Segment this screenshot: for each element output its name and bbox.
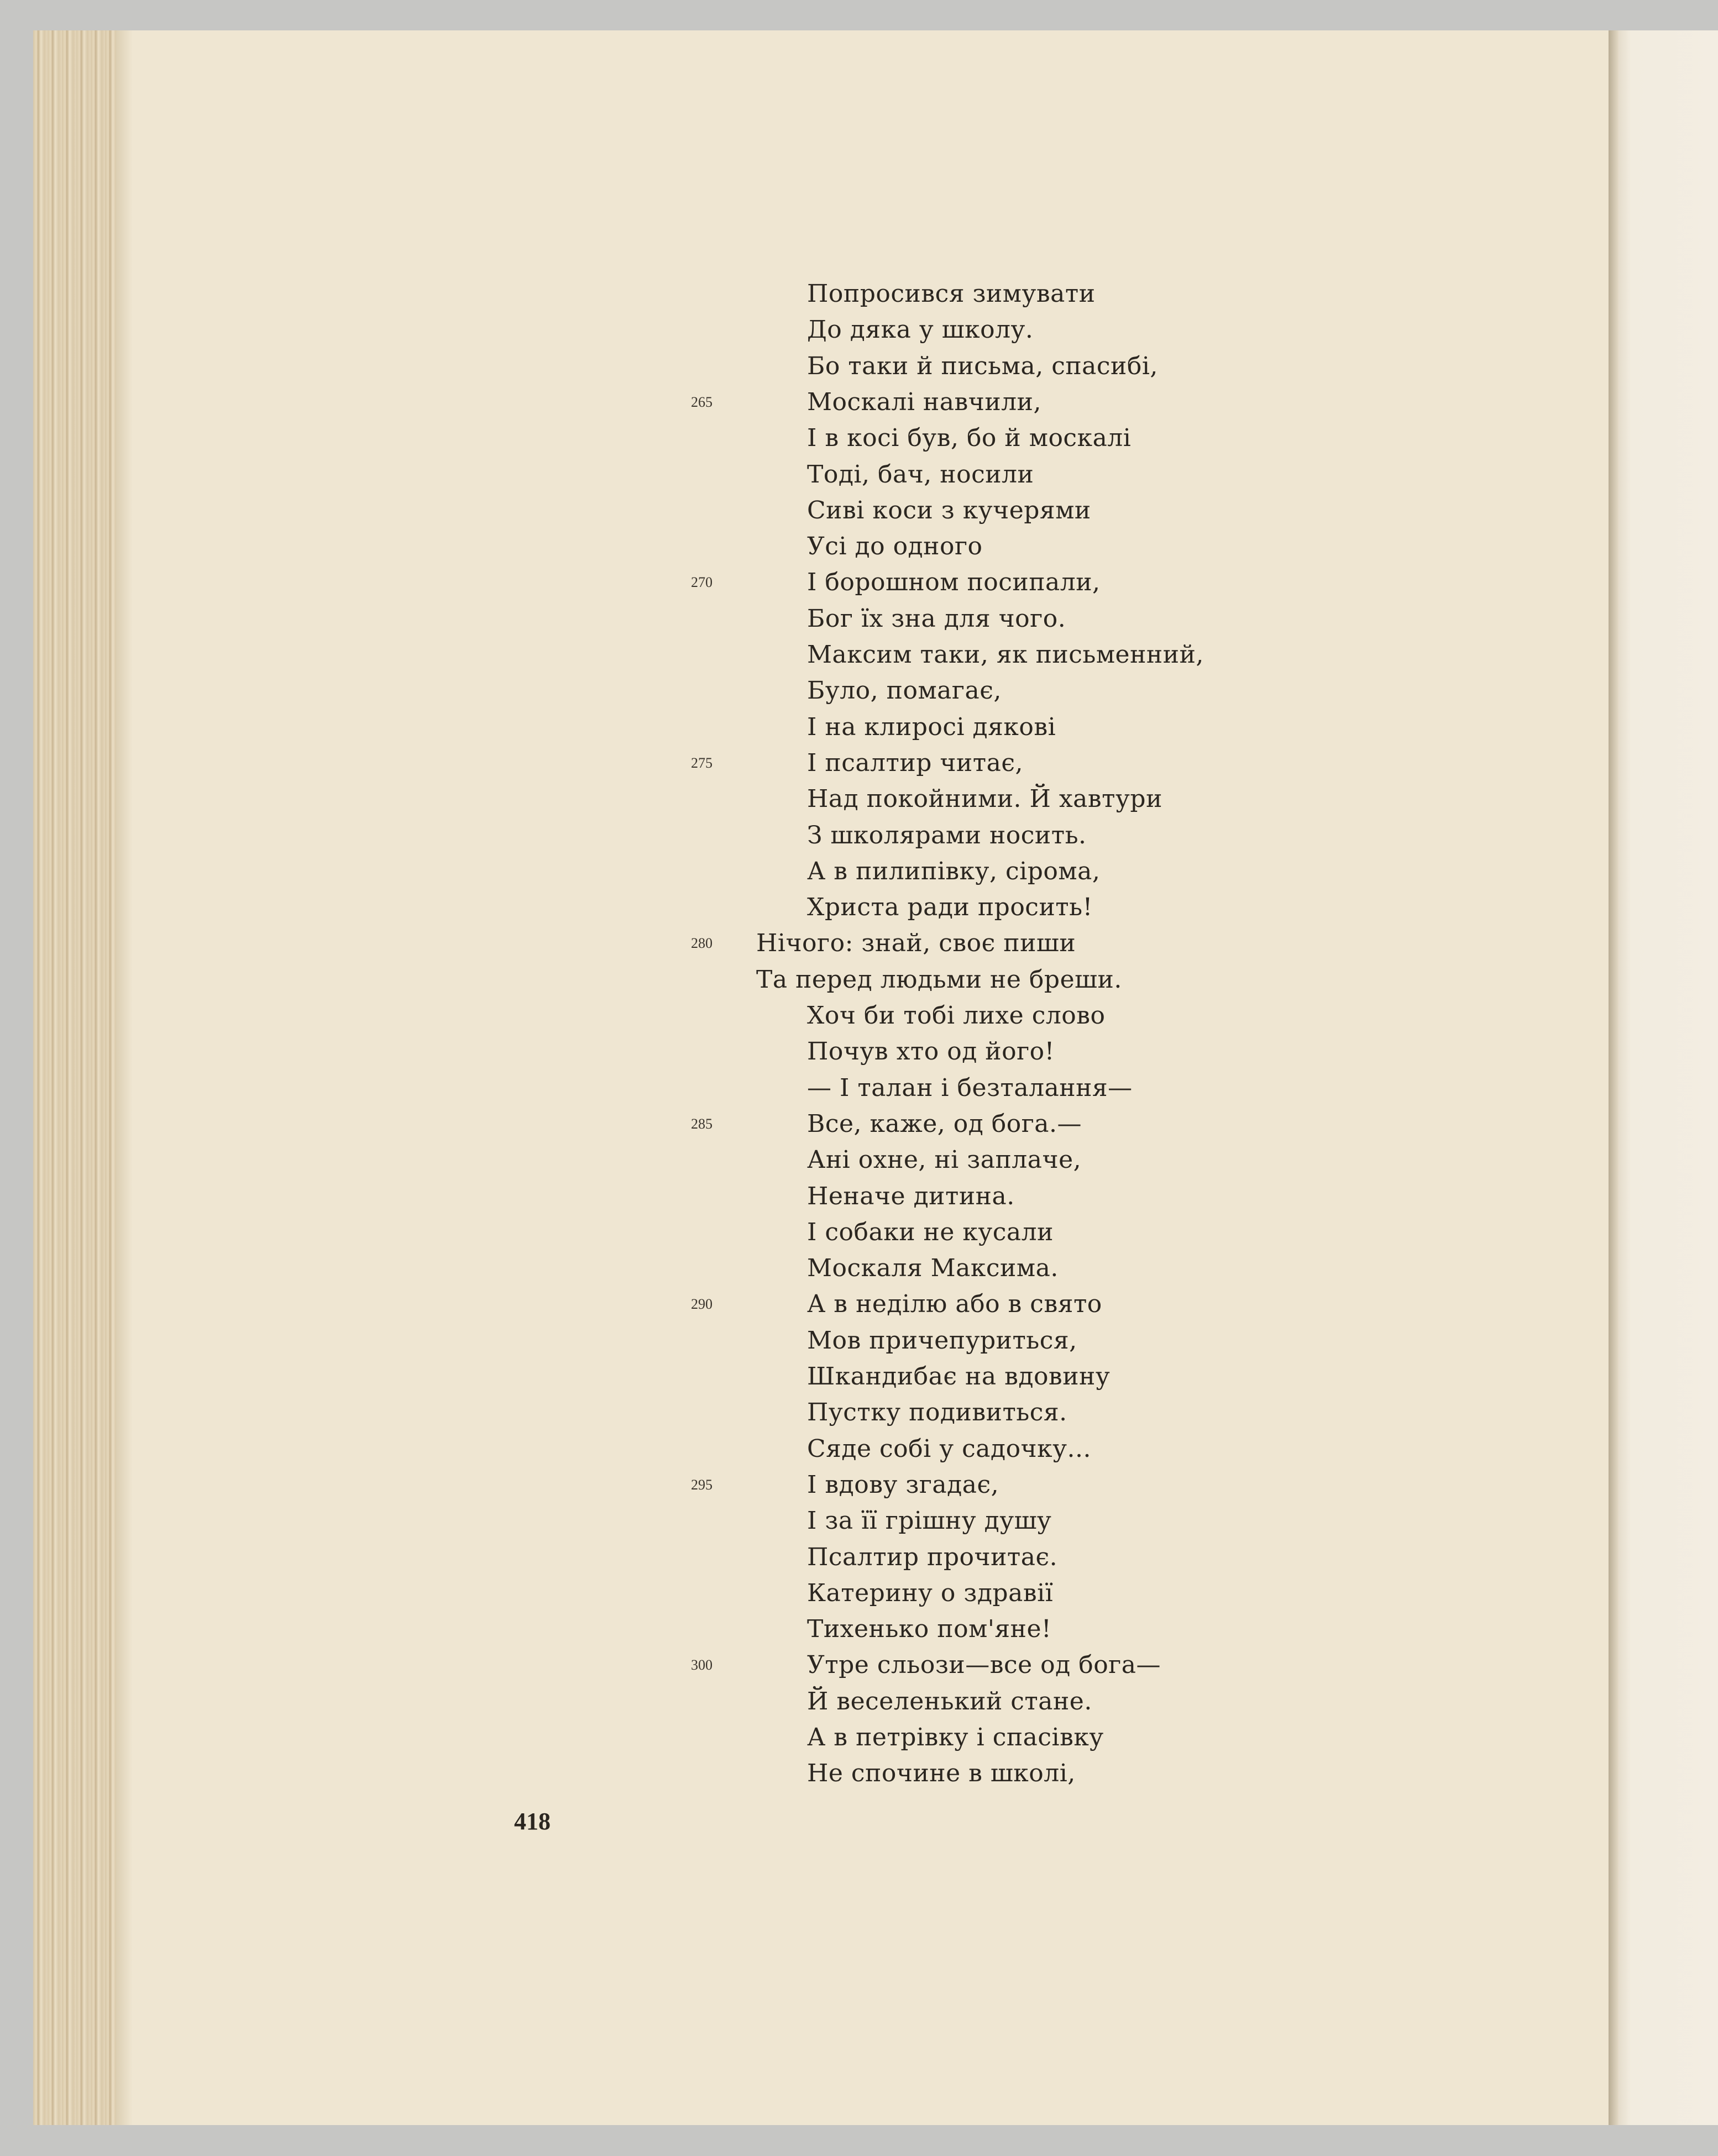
poem-line: Все, каже, од бога.— xyxy=(807,1109,1082,1138)
poem-line: Сиві коси з кучерями xyxy=(807,496,1091,524)
page-number: 418 xyxy=(514,1808,551,1835)
poem-line: До дяка у школу. xyxy=(807,316,1034,344)
poem-line: І на клиросі дякові xyxy=(807,712,1056,741)
poem-line: Сяде собі у садочку... xyxy=(807,1434,1091,1463)
poem-line: — І талан і безталання— xyxy=(807,1073,1133,1102)
poem-line: Бо таки й письма, спасибі, xyxy=(807,352,1158,380)
poem-line: Почув хто од його! xyxy=(807,1037,1055,1066)
poem-line: Та перед людьми не бреши. xyxy=(756,965,1122,994)
line-number: 280 xyxy=(691,935,713,952)
poem-line: Нічого: знай, своє пиши xyxy=(756,929,1076,958)
poem-line: І вдову згадає, xyxy=(807,1470,999,1499)
poem-line: Москаля Максима. xyxy=(807,1254,1059,1283)
poem-line: А в пилипівку, сірома, xyxy=(807,857,1101,885)
poem-line: Ані охне, ні заплаче, xyxy=(807,1146,1082,1174)
poem-line: І псалтир читає, xyxy=(807,748,1023,777)
poem-line: Й веселенький стане. xyxy=(807,1687,1092,1716)
line-number: 300 xyxy=(691,1657,713,1674)
poem-line: І собаки не кусали xyxy=(807,1218,1054,1246)
line-number: 285 xyxy=(691,1115,713,1132)
line-number: 270 xyxy=(691,574,713,591)
poem-line: Не спочине в школі, xyxy=(807,1759,1076,1788)
poem-line: Хоч би тобі лихе слово xyxy=(807,1001,1106,1030)
poem-line: Москалі навчили, xyxy=(807,387,1041,416)
line-number: 290 xyxy=(691,1296,713,1313)
poem-line: А в петрівку і спасівку xyxy=(807,1723,1104,1751)
poem-line: А в неділю або в свято xyxy=(807,1290,1102,1319)
poem-line: Неначе дитина. xyxy=(807,1182,1015,1210)
line-number: 265 xyxy=(691,394,713,410)
poem-line: І в косі був, бо й москалі xyxy=(807,424,1132,453)
poem-text xyxy=(33,30,1718,2125)
poem-line: І борошном посипали, xyxy=(807,568,1101,597)
poem-line: Псалтир прочитає. xyxy=(807,1543,1058,1571)
poem-line: Утре сльози—все од бога— xyxy=(807,1651,1161,1680)
poem-line: Усі до одного xyxy=(807,532,983,561)
poem-line: Попросився зимувати xyxy=(807,280,1096,308)
poem-line: Було, помагає, xyxy=(807,676,1002,705)
poem-line: Катерину о здравії xyxy=(807,1578,1054,1607)
poem-line: З школярами носить. xyxy=(807,821,1087,849)
poem-line: Тоді, бач, носили xyxy=(807,460,1034,489)
poem-line: Максим таки, як письменний, xyxy=(807,641,1204,669)
poem-line: І за її грішну душу xyxy=(807,1507,1052,1535)
line-number: 275 xyxy=(691,754,713,771)
line-number: 295 xyxy=(691,1476,713,1493)
poem-line: Мов причепуриться, xyxy=(807,1326,1077,1355)
poem-line: Шкандибає на вдовину xyxy=(807,1362,1111,1391)
poem-line: Бог їх зна для чого. xyxy=(807,604,1066,633)
poem-line: Пустку подивиться. xyxy=(807,1398,1067,1427)
poem-line: Христа ради просить! xyxy=(807,893,1093,922)
book-page-scan xyxy=(33,30,1718,2125)
poem-line: Тихенько пом'яне! xyxy=(807,1615,1052,1644)
poem-line: Над покойними. Й хавтури xyxy=(807,785,1162,814)
